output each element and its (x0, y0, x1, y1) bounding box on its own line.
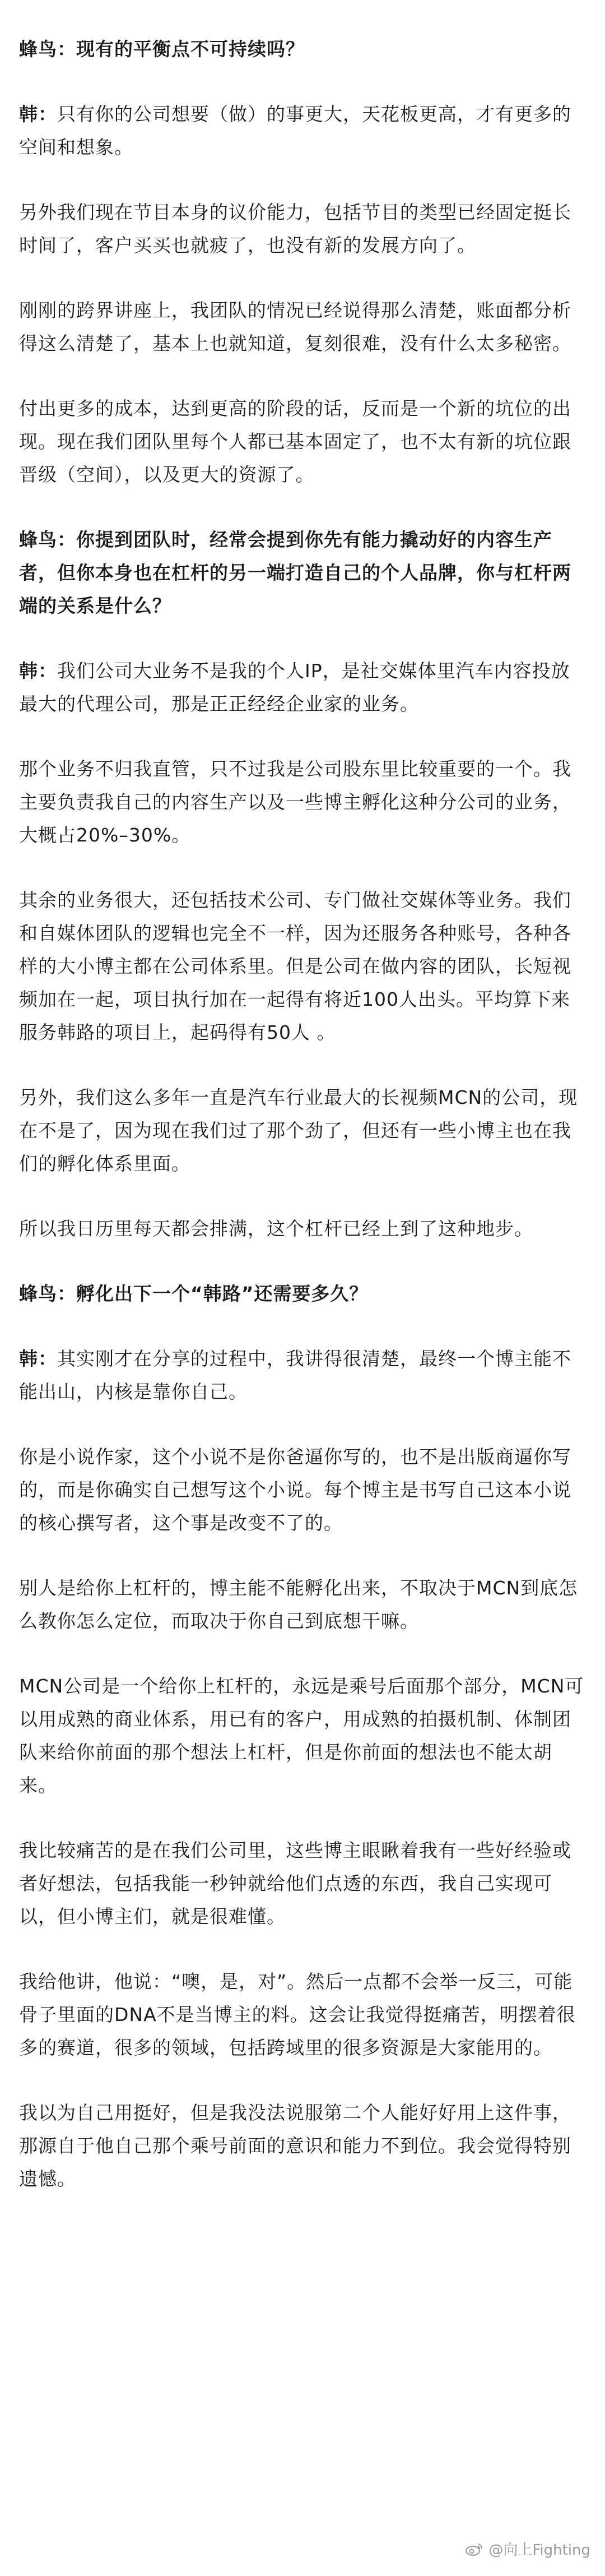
paragraph: 其余的业务很大，还包括技术公司、专门做社交媒体等业务。我们和自媒体团队的逻辑也完全不一样，因为还服务各种账号，各种各样的大小博主都在公司体系里。但是公司在做内容的团队，长短视频加在一起，项目执行加在一起得有将近100人出头。平均算下来服务韩路的项目上，起码得有50人 。 (19, 889, 571, 1043)
paragraph: 付出更多的成本，达到更高的阶段的话，反而是一个新的坑位的出现。现在我们团队里每个人都已基本固定了，也不太有新的坑位跟晋级（空间），以及更大的资源了。 (19, 397, 571, 485)
question-3: 蜂鸟：孵化出下一个“韩路”还需要多久？ (19, 1283, 369, 1305)
paragraph: MCN公司是一个给你上杠杆的，永远是乘号后面那个部分，MCN可以用成熟的商业体系，用已有的客户，用成熟的拍摄机制、体制团队来给你前面的那个想法上杠杆，但是你前面的想法也不能太胡来。 (19, 1675, 584, 1796)
speaker-label: 韩： (19, 660, 57, 682)
answer-text: 我们公司大业务不是我的个人IP，是社交媒体里汽车内容投放最大的代理公司，那是正正经经企业家的业务。 (19, 660, 570, 715)
paragraph: 我给他讲，他说：“噢，是，对”。然后一点都不会举一反三，可能骨子里面的DNA不是当博主的料。这会让我觉得挺痛苦，明摆着很多的赛道，很多的领域，包括跨域里的很多资源是大家能用的。 (19, 1971, 576, 2059)
paragraph: 那个业务不归我直管，只不过我是公司股东里比较重要的一个。我主要负责我自己的内容生产以及一些博主孵化这种分公司的业务，大概占20%–30%。 (19, 758, 571, 846)
speaker-label: 韩： (19, 103, 57, 125)
speaker-label: 韩： (19, 1348, 57, 1370)
question-2: 蜂鸟：你提到团队时，经常会提到你先有能力撬动好的内容生产者，但你本身也在杠杆的另一端打造自己的个人品牌，你与杠杆两端的关系是什么？ (19, 529, 571, 617)
answer-2 (19, 654, 586, 720)
question-1: 蜂鸟：现有的平衡点不可持续吗？ (19, 38, 305, 60)
watermark-text: @向上Fighting (488, 2542, 590, 2559)
weibo-icon (465, 2542, 484, 2556)
paragraph: 所以我日历里每天都会排满，这个杠杆已经上到了这种地步。 (19, 1218, 533, 1240)
paragraph: 我比较痛苦的是在我们公司里，这些博主眼瞅着我有一些好经验或者好想法，包括我能一秒钟就给他们点透的东西，我自己实现可以，但小博主们，就是很难懂。 (19, 1839, 571, 1927)
paragraph: 别人是给你上杠杆的，博主能不能孵化出来，不取决于MCN到底怎么教你怎么定位，而取决于你自己到底想干嘛。 (19, 1577, 578, 1632)
answer-text: 只有你的公司想要（做）的事更大，天花板更高，才有更多的空间和想象。 (19, 103, 571, 158)
watermark (465, 2538, 590, 2559)
answer-1 (19, 98, 586, 164)
paragraph: 另外我们现在节目本身的议价能力，包括节目的类型已经固定挺长时间了，客户买买也就疲了，也没有新的发展方向了。 (19, 201, 571, 256)
paragraph: 刚刚的跨界讲座上，我团队的情况已经说得那么清楚，账面都分析得这么清楚了，基本上也就知道，复刻很难，没有什么太多秘密。 (19, 299, 571, 354)
answer-3 (19, 1342, 586, 1408)
paragraph: 另外，我们这么多年一直是汽车行业最大的长视频MCN的公司，现在不是了，因为现在我们过了那个劲了，但还有一些小博主也在我们的孵化体系里面。 (19, 1086, 578, 1174)
answer-text: 其实刚才在分享的过程中，我讲得很清楚，最终一个博主能不能出山，内核是靠你自己。 (19, 1348, 571, 1403)
paragraph: 你是小说作家，这个小说不是你爸逼你写的，也不是出版商逼你写的，而是你确实自己想写这个小说。每个博主是书写自己这本小说的核心撰写者，这个事是改变不了的。 (19, 1446, 571, 1534)
paragraph: 我以为自己用挺好，但是我没法说服第二个人能好好用上这件事，那源自于他自己那个乘号前面的意识和能力不到位。我会觉得特别遗憾。 (19, 2102, 571, 2190)
